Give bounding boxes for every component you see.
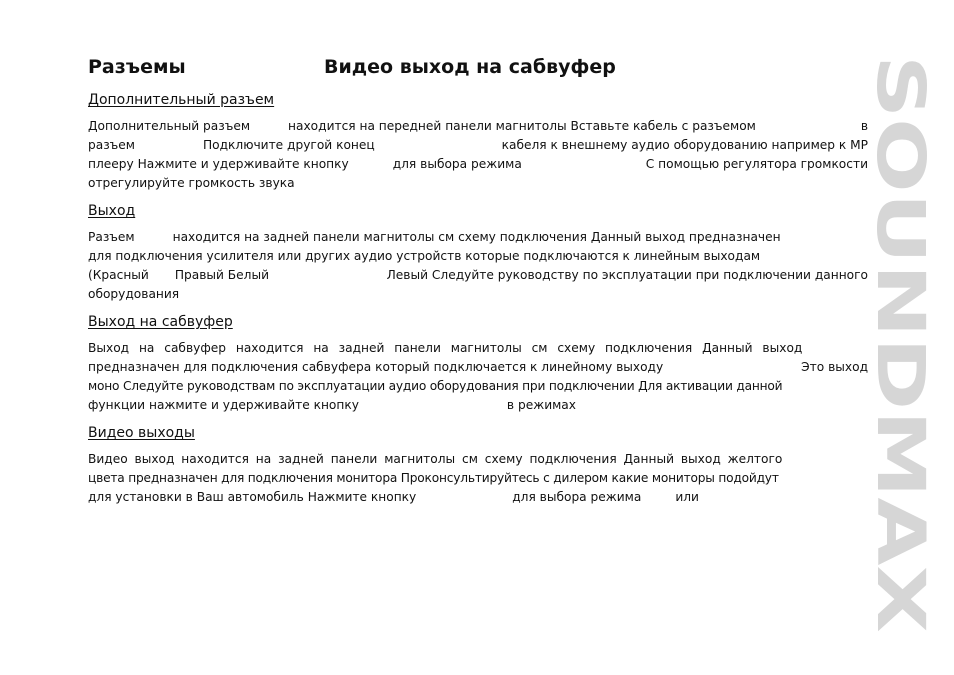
document-page: [88, 52, 868, 507]
text-line: плееру Нажмите и удерживайте кнопку для выбора режима С помощью регулятора громкости: [88, 157, 868, 171]
text-line: разъем Подключите другой конец кабеля к внешнему аудио оборудованию например к MP: [88, 138, 868, 152]
text-line: моно Следуйте руководствам по эксплуатации аудио оборудования при подключении Для активации данной: [88, 379, 783, 393]
section-additional-connector: [88, 82, 868, 193]
page-title-left: Разъемы: [88, 56, 186, 78]
section-heading: Выход на сабвуфер: [88, 314, 233, 330]
section-heading: Выход: [88, 203, 136, 219]
text-line: функции нажмите и удерживайте кнопку в режимах: [88, 398, 576, 412]
section-paragraph: [88, 117, 868, 193]
text-line: для подключения усилителя или других аудио устройств которые подключаются к линейным выходам: [88, 249, 761, 263]
text-line: (Красный Правый Белый Левый Следуйте руководству по эксплуатации при подключении данного: [88, 268, 868, 282]
text-line: отрегулируйте громкость звука: [88, 176, 295, 190]
section-subwoofer-output: [88, 304, 868, 415]
section-paragraph: [88, 339, 868, 415]
soundmax-logo: [870, 55, 934, 633]
text-line: предназначен для подключения сабвуфера который подключается к линейному выходу Это выход: [88, 360, 868, 374]
text-line: Видео выход находится на задней панели магнитолы см схему подключения Данный выход желтого: [88, 452, 783, 466]
section-video-outputs: [88, 415, 868, 507]
logo-text: SOUNDMAX: [870, 55, 934, 490]
text-line: Разъем находится на задней панели магнитолы см схему подключения Данный выход предназначен: [88, 230, 781, 244]
logo-graphic: [870, 55, 934, 633]
text-line: оборудования: [88, 287, 180, 301]
section-output: [88, 193, 868, 304]
text-line: цвета предназначен для подключения монитора Проконсультируйтесь с дилером какие мониторы подойдут: [88, 471, 779, 485]
page-title-right: Видео выход на сабвуфер: [324, 56, 616, 78]
section-paragraph: [88, 228, 868, 304]
section-heading: Дополнительный разъем: [88, 92, 275, 108]
title-row: [88, 52, 868, 82]
text-line: для установки в Ваш автомобиль Нажмите кнопку для выбора режима или: [88, 490, 699, 504]
text-line: Выход на сабвуфер находится на задней панели магнитолы см схему подключения Данный выход: [88, 341, 803, 355]
text-line: Дополнительный разъем находится на передней панели магнитолы Вставьте кабель с разъемом в: [88, 119, 868, 133]
section-paragraph: [88, 450, 868, 507]
section-heading: Видео выходы: [88, 425, 195, 441]
